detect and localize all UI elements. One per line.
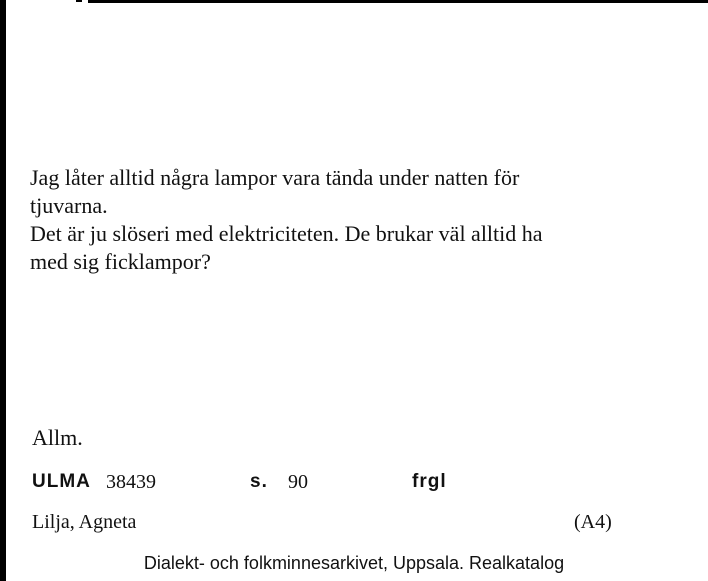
archive-label: ULMA	[32, 471, 91, 492]
reference-row	[32, 471, 692, 499]
format-code: (A4)	[574, 511, 612, 533]
type-code: frgl	[412, 471, 447, 492]
body-line: tjuvarna.	[30, 193, 108, 218]
body-line: Det är ju slöseri med elektriciteten. De brukar väl alltid ha	[30, 221, 543, 246]
collector-row	[32, 511, 692, 539]
card-top-tick	[76, 0, 82, 2]
body-line: med sig ficklampor?	[30, 249, 211, 274]
page-label: s.	[250, 471, 268, 492]
card-left-border	[0, 0, 6, 581]
card-top-border	[88, 0, 708, 3]
archive-number: 38439	[106, 471, 156, 493]
body-line: Jag låter alltid några lampor vara tända under natten för	[30, 165, 520, 190]
category-label: Allm.	[32, 425, 83, 450]
collector-name: Lilja, Agneta	[32, 511, 137, 533]
card-body-text	[30, 164, 690, 276]
archive-footer: Dialekt- och folkminnesarkivet, Uppsala. Realkatalog	[143, 553, 565, 573]
page-number: 90	[288, 471, 308, 493]
